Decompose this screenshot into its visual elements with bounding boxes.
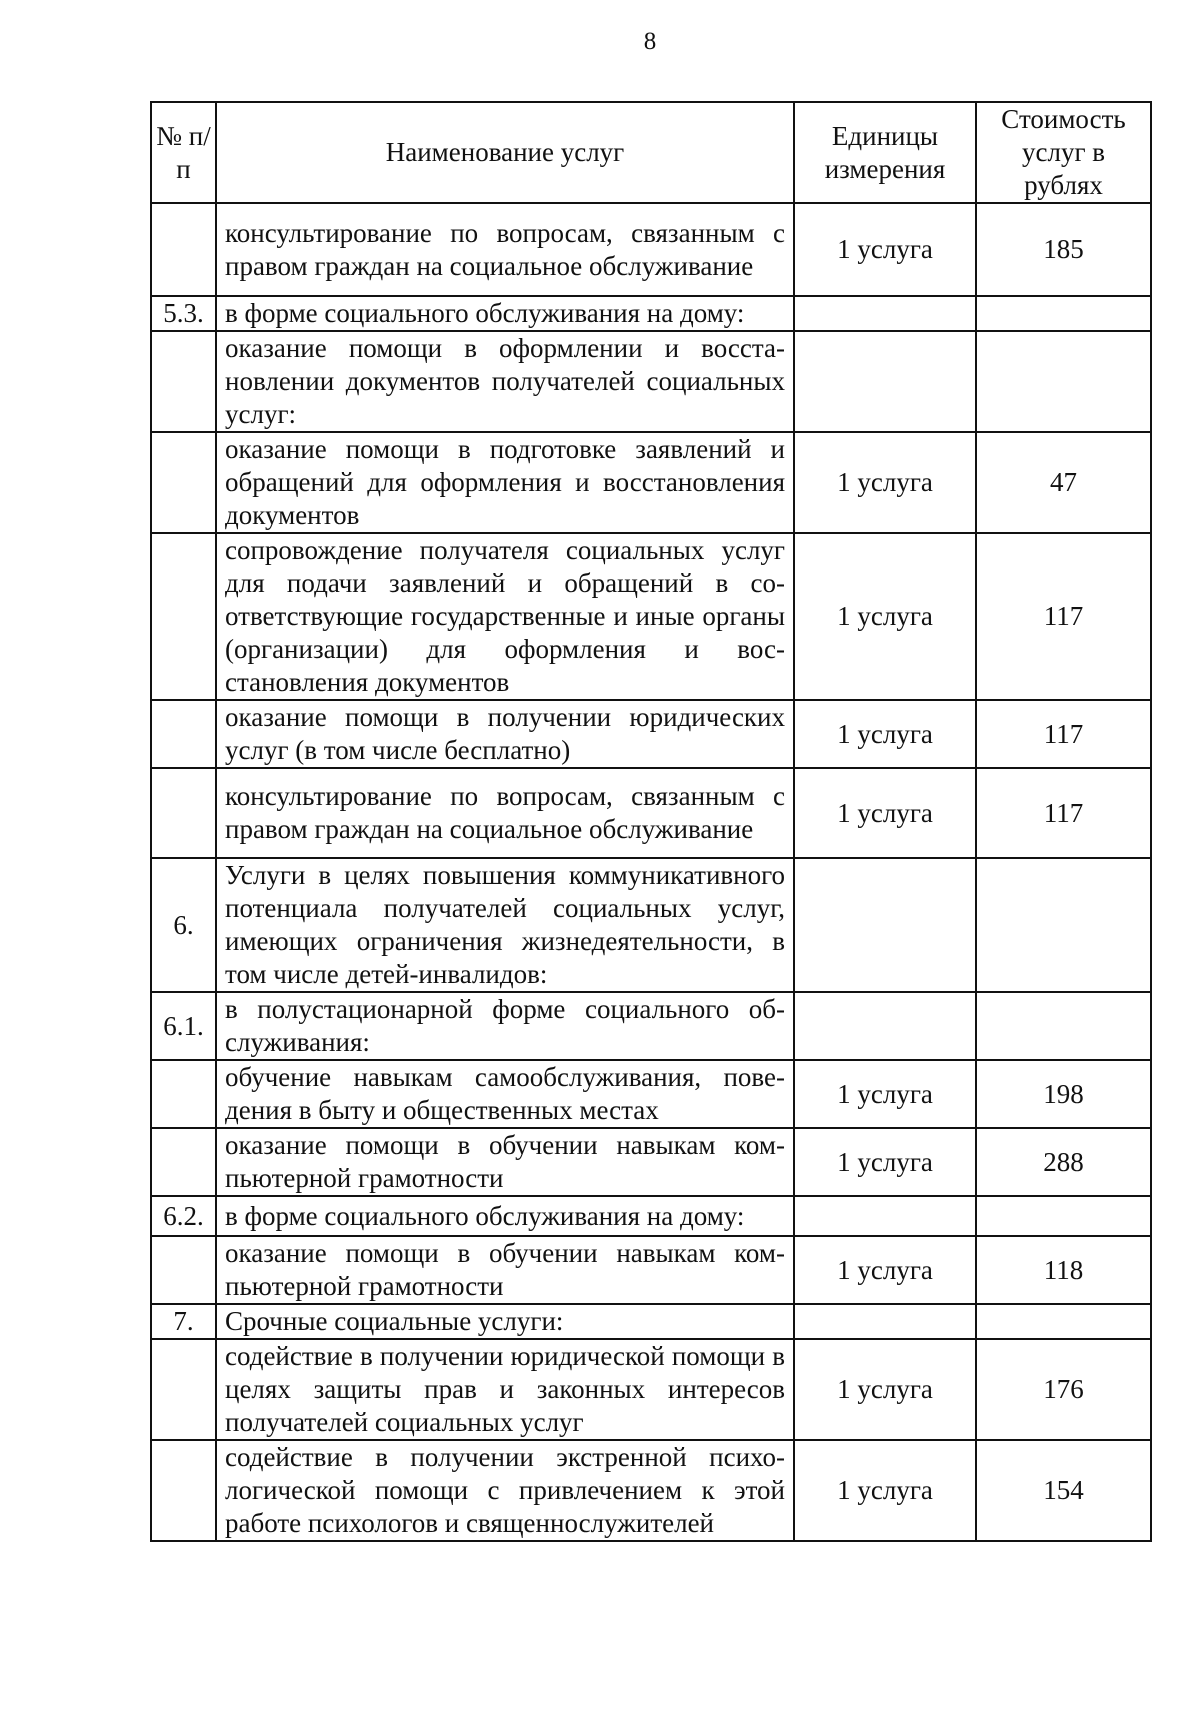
service-name: содействие в получении экстренной психологической помощи с привлечением к этой работе психологов и священнослужителей [216,1440,794,1541]
row-number [151,1060,216,1128]
service-price [976,331,1151,432]
unit-of-measure [794,858,976,992]
header-service-name: Наименование услуг [216,102,794,203]
unit-of-measure: 1 услуга [794,700,976,768]
service-name: консультирование по вопросам, связанным с правом граждан на социальное обслуживание [216,203,794,296]
service-price [976,296,1151,331]
table-row [151,203,1151,296]
row-number: 6.2. [151,1196,216,1236]
row-number [151,768,216,858]
table-row [151,700,1151,768]
table-row [151,992,1151,1060]
unit-of-measure: 1 услуга [794,432,976,533]
row-number [151,1339,216,1440]
service-price: 154 [976,1440,1151,1541]
service-price: 288 [976,1128,1151,1196]
table-row [151,533,1151,700]
service-price: 47 [976,432,1151,533]
service-name: оказание помощи в обучении навыкам компьютерной грамотности [216,1128,794,1196]
service-price: 117 [976,700,1151,768]
unit-of-measure: 1 услуга [794,1060,976,1128]
row-number [151,1236,216,1304]
row-number: 5.3. [151,296,216,331]
service-name: содействие в получении юридической помощи в целях защиты прав и законных интересов получателей социальных услуг [216,1339,794,1440]
service-price: 117 [976,533,1151,700]
unit-of-measure: 1 услуга [794,1440,976,1541]
service-price: 185 [976,203,1151,296]
table-header-row [151,102,1151,203]
service-name: в полустационарной форме социального обслуживания: [216,992,794,1060]
page-number: 8 [643,28,657,55]
header-unit: Единицы измерения [794,102,976,203]
table-row [151,1304,1151,1339]
table-row [151,858,1151,992]
unit-of-measure: 1 услуга [794,1339,976,1440]
row-number [151,331,216,432]
service-price [976,992,1151,1060]
unit-of-measure: 1 услуга [794,1236,976,1304]
unit-of-measure [794,331,976,432]
unit-of-measure: 1 услуга [794,768,976,858]
service-name: в форме социального обслуживания на дому: [216,296,794,331]
table-row [151,432,1151,533]
service-name: консультирование по вопросам, связанным с правом граждан на социальное обслуживание [216,768,794,858]
unit-of-measure: 1 услуга [794,533,976,700]
unit-of-measure: 1 услуга [794,1128,976,1196]
service-name: обучение навыкам самообслуживания, поведения в быту и общественных местах [216,1060,794,1128]
row-number: 7. [151,1304,216,1339]
table-row [151,1440,1151,1541]
unit-of-measure: 1 услуга [794,203,976,296]
unit-of-measure [794,1196,976,1236]
row-number: 6. [151,858,216,992]
services-price-table [150,101,1152,1542]
table-row [151,296,1151,331]
table-row [151,1236,1151,1304]
row-number [151,1440,216,1541]
service-price [976,1304,1151,1339]
table-row [151,1060,1151,1128]
service-price: 118 [976,1236,1151,1304]
service-price: 198 [976,1060,1151,1128]
row-number [151,1128,216,1196]
row-number [151,432,216,533]
service-name: сопровождение получателя социальных услуг для подачи заявлений и обращений в соответствующие государственные и иные органы (организации) для оформления и восстановления документов [216,533,794,700]
service-price [976,1196,1151,1236]
service-name: оказание помощи в подготовке заявлений и обращений для оформления и восстановления документов [216,432,794,533]
table-row [151,1339,1151,1440]
unit-of-measure [794,992,976,1060]
row-number: 6.1. [151,992,216,1060]
table-row [151,331,1151,432]
service-name: оказание помощи в получении юридических услуг (в том числе бесплатно) [216,700,794,768]
service-price: 117 [976,768,1151,858]
service-price: 176 [976,1339,1151,1440]
header-number: № п/п [151,102,216,203]
table-row [151,1196,1151,1236]
service-name: в форме социального обслуживания на дому: [216,1196,794,1236]
service-name: оказание помощи в обучении навыкам компьютерной грамотности [216,1236,794,1304]
header-price: Стоимость услуг в рублях [976,102,1151,203]
table-body [151,203,1151,1541]
service-name: оказание помощи в оформлении и восстановлении документов получателей социальных услуг: [216,331,794,432]
unit-of-measure [794,1304,976,1339]
table-row [151,768,1151,858]
row-number [151,700,216,768]
unit-of-measure [794,296,976,331]
service-price [976,858,1151,992]
table-row [151,1128,1151,1196]
service-name: Услуги в целях повышения коммуникативного потенциала получателей социальных услуг, имеющих ограничения жизнедеятельности, в том числе детей-инвалидов: [216,858,794,992]
row-number [151,533,216,700]
service-name: Срочные социальные услуги: [216,1304,794,1339]
row-number [151,203,216,296]
